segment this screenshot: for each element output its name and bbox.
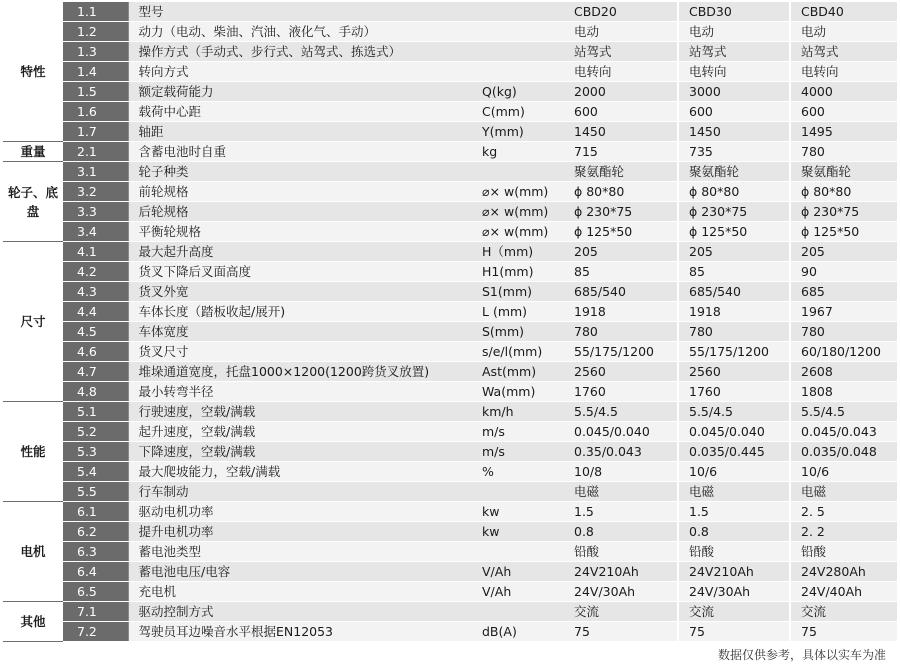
value-cbd40: 685 [790, 282, 897, 302]
spec-row [3, 422, 897, 442]
item-name: 蓄电池电压/电容 [128, 562, 472, 582]
item-unit: kg [472, 142, 564, 162]
spec-row [3, 362, 897, 382]
item-name: 载荷中心距 [128, 102, 472, 122]
value-cbd20: CBD20 [564, 2, 678, 22]
item-name: 驱动电机功率 [128, 502, 472, 522]
item-name: 蓄电池类型 [128, 542, 472, 562]
value-cbd20: 715 [564, 142, 678, 162]
spec-row [3, 82, 897, 102]
spec-row [3, 202, 897, 222]
item-name: 后轮规格 [128, 202, 472, 222]
value-cbd30: 0.045/0.040 [678, 422, 790, 442]
value-cbd30: ϕ 230*75 [678, 202, 790, 222]
value-cbd40: 电转向 [790, 62, 897, 82]
item-number: 6.1 [63, 502, 128, 522]
item-unit: V/Ah [472, 582, 564, 602]
spec-row [3, 622, 897, 642]
value-cbd40: 24V/40Ah [790, 582, 897, 602]
item-number: 4.2 [63, 262, 128, 282]
value-cbd30: 电转向 [678, 62, 790, 82]
item-unit: kw [472, 502, 564, 522]
category-label: 轮子、底盘 [3, 162, 63, 242]
spec-row [3, 502, 897, 522]
value-cbd30: 780 [678, 322, 790, 342]
item-unit [472, 162, 564, 182]
value-cbd40: CBD40 [790, 2, 897, 22]
spec-row [3, 482, 897, 502]
item-unit: s/e/l(mm) [472, 342, 564, 362]
item-name: 平衡轮规格 [128, 222, 472, 242]
value-cbd40: 电动 [790, 22, 897, 42]
item-name: 最大爬坡能力，空载/满载 [128, 462, 472, 482]
item-number: 1.1 [63, 2, 128, 22]
item-name: 转向方式 [128, 62, 472, 82]
value-cbd20: 0.8 [564, 522, 678, 542]
value-cbd40: 5.5/4.5 [790, 402, 897, 422]
value-cbd20: 2560 [564, 362, 678, 382]
spec-row [3, 442, 897, 462]
spec-row [3, 2, 897, 22]
item-number: 1.7 [63, 122, 128, 142]
item-unit: Ast(mm) [472, 362, 564, 382]
item-number: 1.2 [63, 22, 128, 42]
value-cbd20: ϕ 80*80 [564, 182, 678, 202]
value-cbd40: 60/180/1200 [790, 342, 897, 362]
item-unit: ⌀× w(mm) [472, 222, 564, 242]
item-unit: ⌀× w(mm) [472, 202, 564, 222]
spec-row [3, 162, 897, 182]
value-cbd30: 1760 [678, 382, 790, 402]
item-name: 下降速度，空载/满载 [128, 442, 472, 462]
item-number: 4.4 [63, 302, 128, 322]
value-cbd20: 交流 [564, 602, 678, 622]
item-number: 5.3 [63, 442, 128, 462]
item-name: 前轮规格 [128, 182, 472, 202]
spec-row [3, 342, 897, 362]
spec-row [3, 22, 897, 42]
item-unit: V/Ah [472, 562, 564, 582]
item-name: 轴距 [128, 122, 472, 142]
category-label: 性能 [3, 402, 63, 502]
value-cbd30: 685/540 [678, 282, 790, 302]
item-name: 最大起升高度 [128, 242, 472, 262]
value-cbd20: 1760 [564, 382, 678, 402]
value-cbd40: 600 [790, 102, 897, 122]
item-number: 1.5 [63, 82, 128, 102]
item-unit [472, 42, 564, 62]
value-cbd40: 站驾式 [790, 42, 897, 62]
value-cbd40: 2. 2 [790, 522, 897, 542]
category-label: 重量 [3, 142, 63, 162]
item-unit: H1(mm) [472, 262, 564, 282]
spec-row [3, 382, 897, 402]
value-cbd30: 电磁 [678, 482, 790, 502]
item-number: 3.2 [63, 182, 128, 202]
value-cbd40: 0.045/0.043 [790, 422, 897, 442]
item-unit: m/s [472, 442, 564, 462]
spec-row [3, 122, 897, 142]
item-number: 4.5 [63, 322, 128, 342]
value-cbd40: 交流 [790, 602, 897, 622]
value-cbd20: 1450 [564, 122, 678, 142]
value-cbd30: 2560 [678, 362, 790, 382]
item-unit: S1(mm) [472, 282, 564, 302]
value-cbd30: 电动 [678, 22, 790, 42]
spec-row [3, 142, 897, 162]
item-name: 含蓄电池时自重 [128, 142, 472, 162]
spec-row [3, 282, 897, 302]
value-cbd40: 0.035/0.048 [790, 442, 897, 462]
value-cbd20: 10/8 [564, 462, 678, 482]
spec-row [3, 222, 897, 242]
item-name: 动力（电动、柴油、汽油、液化气、手动） [128, 22, 472, 42]
item-unit: dB(A) [472, 622, 564, 642]
value-cbd40: 4000 [790, 82, 897, 102]
value-cbd40: 75 [790, 622, 897, 642]
value-cbd30: 聚氨酯轮 [678, 162, 790, 182]
value-cbd30: 600 [678, 102, 790, 122]
value-cbd20: ϕ 230*75 [564, 202, 678, 222]
spec-row [3, 402, 897, 422]
value-cbd20: 电动 [564, 22, 678, 42]
value-cbd40: 24V280Ah [790, 562, 897, 582]
item-name: 型号 [128, 2, 472, 22]
item-number: 5.1 [63, 402, 128, 422]
item-unit: S(mm) [472, 322, 564, 342]
item-unit: L (mm) [472, 302, 564, 322]
value-cbd20: ϕ 125*50 [564, 222, 678, 242]
spec-row [3, 42, 897, 62]
spec-row [3, 262, 897, 282]
value-cbd40: 10/6 [790, 462, 897, 482]
value-cbd20: 1918 [564, 302, 678, 322]
value-cbd20: 780 [564, 322, 678, 342]
value-cbd30: 75 [678, 622, 790, 642]
value-cbd20: 685/540 [564, 282, 678, 302]
value-cbd20: 24V/30Ah [564, 582, 678, 602]
item-name: 货叉外宽 [128, 282, 472, 302]
category-label: 特性 [3, 2, 63, 142]
item-unit [472, 602, 564, 622]
item-name: 充电机 [128, 582, 472, 602]
spec-row [3, 302, 897, 322]
value-cbd20: 205 [564, 242, 678, 262]
item-number: 6.5 [63, 582, 128, 602]
value-cbd40: ϕ 230*75 [790, 202, 897, 222]
item-number: 5.4 [63, 462, 128, 482]
value-cbd30: 铅酸 [678, 542, 790, 562]
item-name: 驾驶员耳边噪音水平根据EN12053 [128, 622, 472, 642]
value-cbd30: ϕ 80*80 [678, 182, 790, 202]
item-number: 4.1 [63, 242, 128, 262]
item-unit: % [472, 462, 564, 482]
item-number: 5.5 [63, 482, 128, 502]
item-unit [472, 482, 564, 502]
value-cbd20: 聚氨酯轮 [564, 162, 678, 182]
value-cbd40: ϕ 80*80 [790, 182, 897, 202]
item-number: 3.3 [63, 202, 128, 222]
value-cbd20: 75 [564, 622, 678, 642]
value-cbd40: 1808 [790, 382, 897, 402]
item-unit: Wa(mm) [472, 382, 564, 402]
value-cbd40: 1967 [790, 302, 897, 322]
item-name: 额定载荷能力 [128, 82, 472, 102]
item-number: 4.7 [63, 362, 128, 382]
value-cbd20: 铅酸 [564, 542, 678, 562]
value-cbd20: 0.35/0.043 [564, 442, 678, 462]
value-cbd20: 85 [564, 262, 678, 282]
value-cbd30: 站驾式 [678, 42, 790, 62]
item-number: 7.1 [63, 602, 128, 622]
value-cbd40: ϕ 125*50 [790, 222, 897, 242]
value-cbd20: 电磁 [564, 482, 678, 502]
spec-row [3, 522, 897, 542]
item-unit [472, 2, 564, 22]
item-number: 4.3 [63, 282, 128, 302]
item-name: 驱动控制方式 [128, 602, 472, 622]
spec-row [3, 242, 897, 262]
value-cbd30: 0.8 [678, 522, 790, 542]
spec-row [3, 562, 897, 582]
category-label: 其他 [3, 602, 63, 642]
item-unit [472, 62, 564, 82]
value-cbd30: 24V210Ah [678, 562, 790, 582]
value-cbd40: 电磁 [790, 482, 897, 502]
value-cbd20: 0.045/0.040 [564, 422, 678, 442]
spec-table-body [3, 2, 897, 642]
value-cbd40: 205 [790, 242, 897, 262]
value-cbd30: 735 [678, 142, 790, 162]
value-cbd20: 电转向 [564, 62, 678, 82]
value-cbd30: 55/175/1200 [678, 342, 790, 362]
item-unit: ⌀× w(mm) [472, 182, 564, 202]
value-cbd20: 站驾式 [564, 42, 678, 62]
item-name: 货叉下降后叉面高度 [128, 262, 472, 282]
value-cbd30: 85 [678, 262, 790, 282]
item-unit: Q(kg) [472, 82, 564, 102]
item-unit: H（mm) [472, 242, 564, 262]
item-unit: Y(mm) [472, 122, 564, 142]
value-cbd30: 24V/30Ah [678, 582, 790, 602]
item-name: 提升电机功率 [128, 522, 472, 542]
item-name: 起升速度，空载/满载 [128, 422, 472, 442]
category-label: 尺寸 [3, 242, 63, 402]
item-name: 轮子种类 [128, 162, 472, 182]
value-cbd20: 5.5/4.5 [564, 402, 678, 422]
item-number: 1.4 [63, 62, 128, 82]
spec-row [3, 582, 897, 602]
spec-row [3, 322, 897, 342]
item-unit: km/h [472, 402, 564, 422]
item-number: 4.8 [63, 382, 128, 402]
item-name: 行车制动 [128, 482, 472, 502]
item-unit: C(mm) [472, 102, 564, 122]
item-number: 6.4 [63, 562, 128, 582]
value-cbd20: 1.5 [564, 502, 678, 522]
value-cbd30: 交流 [678, 602, 790, 622]
footnote: 数据仅供参考，具体以实车为准 [717, 648, 886, 662]
item-number: 5.2 [63, 422, 128, 442]
spec-table [3, 2, 897, 642]
item-name: 货叉尺寸 [128, 342, 472, 362]
spec-row [3, 102, 897, 122]
value-cbd30: 10/6 [678, 462, 790, 482]
item-number: 6.3 [63, 542, 128, 562]
value-cbd30: 1918 [678, 302, 790, 322]
item-number: 4.6 [63, 342, 128, 362]
spec-row [3, 602, 897, 622]
item-name: 操作方式（手动式、步行式、站驾式、拣选式） [128, 42, 472, 62]
value-cbd20: 24V210Ah [564, 562, 678, 582]
value-cbd30: 5.5/4.5 [678, 402, 790, 422]
value-cbd30: CBD30 [678, 2, 790, 22]
spec-row [3, 62, 897, 82]
item-number: 3.1 [63, 162, 128, 182]
item-unit [472, 542, 564, 562]
value-cbd40: 铅酸 [790, 542, 897, 562]
value-cbd40: 780 [790, 322, 897, 342]
value-cbd40: 聚氨酯轮 [790, 162, 897, 182]
value-cbd20: 600 [564, 102, 678, 122]
item-number: 1.3 [63, 42, 128, 62]
value-cbd40: 2. 5 [790, 502, 897, 522]
spec-row [3, 462, 897, 482]
item-name: 车体宽度 [128, 322, 472, 342]
item-name: 堆垛通道宽度，托盘1000×1200(1200跨货叉放置) [128, 362, 472, 382]
value-cbd30: 1450 [678, 122, 790, 142]
value-cbd40: 780 [790, 142, 897, 162]
item-number: 2.1 [63, 142, 128, 162]
value-cbd30: 3000 [678, 82, 790, 102]
spec-row [3, 182, 897, 202]
item-number: 1.6 [63, 102, 128, 122]
item-name: 最小转弯半径 [128, 382, 472, 402]
item-number: 3.4 [63, 222, 128, 242]
value-cbd30: ϕ 125*50 [678, 222, 790, 242]
item-unit: kw [472, 522, 564, 542]
value-cbd30: 1.5 [678, 502, 790, 522]
item-name: 车体长度（踏板收起/展开) [128, 302, 472, 322]
value-cbd40: 90 [790, 262, 897, 282]
item-unit [472, 22, 564, 42]
item-name: 行驶速度，空载/满载 [128, 402, 472, 422]
value-cbd30: 205 [678, 242, 790, 262]
spec-row [3, 542, 897, 562]
item-unit: m/s [472, 422, 564, 442]
value-cbd20: 55/175/1200 [564, 342, 678, 362]
value-cbd20: 2000 [564, 82, 678, 102]
item-number: 6.2 [63, 522, 128, 542]
value-cbd30: 0.035/0.445 [678, 442, 790, 462]
category-label: 电机 [3, 502, 63, 602]
value-cbd40: 2608 [790, 362, 897, 382]
value-cbd40: 1495 [790, 122, 897, 142]
item-number: 7.2 [63, 622, 128, 642]
